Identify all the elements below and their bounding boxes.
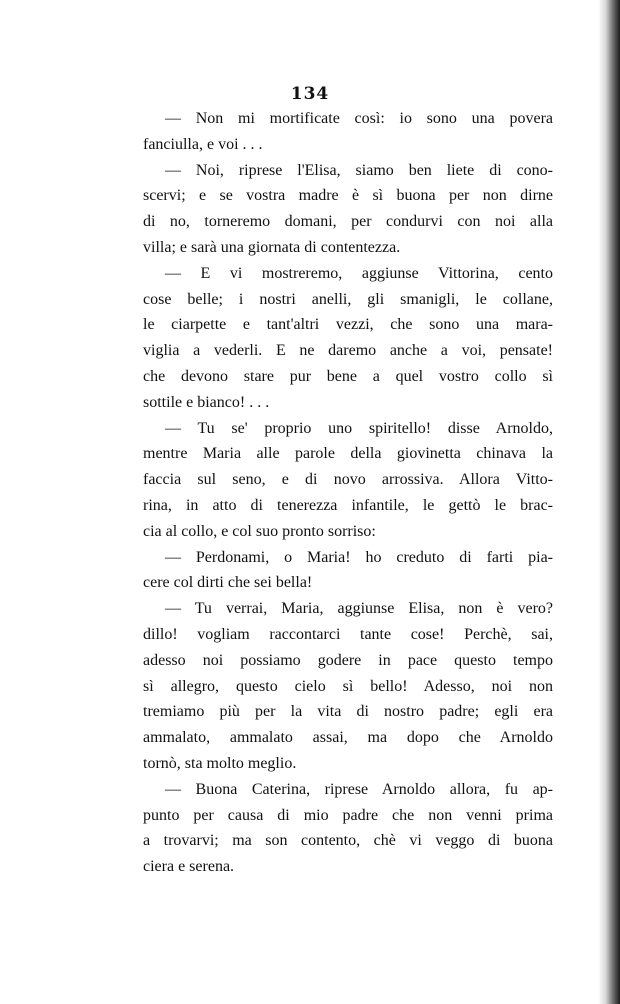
text-line: viglia a vederli. E ne daremo anche a voi, pensate! bbox=[143, 342, 553, 360]
text-line: ammalato, ammalato assai, ma dopo che Arnoldo bbox=[143, 729, 553, 747]
text-line: fanciulla, e voi . . . bbox=[143, 135, 263, 153]
text-line: tornò, sta molto meglio. bbox=[143, 754, 297, 772]
body-text bbox=[143, 106, 553, 880]
text-line: che devono stare pur bene a quel vostro collo sì bbox=[143, 367, 553, 385]
text-line: le ciarpette e tant'altri vezzi, che sono una mara- bbox=[143, 316, 553, 334]
text-line: ciera e serena. bbox=[143, 858, 235, 876]
text-line: — Perdonami, o Maria! ho creduto di farti pia- bbox=[165, 548, 553, 566]
page-number: 134 bbox=[290, 84, 330, 104]
text-line: sì allegro, questo cielo sì bello! Adesso, noi non bbox=[143, 677, 553, 695]
page-edge-shadow bbox=[598, 0, 620, 1004]
text-line: di no, torneremo domani, per condurvi con noi alla bbox=[143, 213, 553, 231]
text-line: cere col dirti che sei bella! bbox=[143, 574, 313, 592]
text-line: — Tu verrai, Maria, aggiunse Elisa, non è vero? bbox=[165, 600, 553, 618]
text-line: cose belle; i nostri anelli, gli smanigli, le collane, bbox=[143, 290, 553, 308]
text-line: punto per causa di mio padre che non venni prima bbox=[143, 806, 553, 824]
text-line: — Noi, riprese l'Elisa, siamo ben liete di cono- bbox=[165, 161, 553, 179]
text-line: — Tu se' proprio uno spiritello! disse Arnoldo, bbox=[165, 419, 553, 437]
text-line: villa; e sarà una giornata di contentezza. bbox=[143, 238, 401, 256]
text-line: adesso noi possiamo godere in pace questo tempo bbox=[143, 651, 553, 669]
text-line: mentre Maria alle parole della giovinetta chinava la bbox=[143, 445, 553, 463]
text-line: — Non mi mortificate così: io sono una povera bbox=[165, 110, 553, 127]
text-line: — E vi mostreremo, aggiunse Vittorina, cento bbox=[165, 264, 553, 282]
text-line: dillo! vogliam raccontarci tante cose! Perchè, sai, bbox=[143, 625, 553, 643]
text-line: cia al collo, e col suo pronto sorriso: bbox=[143, 522, 376, 540]
text-line: tremiamo più per la vita di nostro padre; egli era bbox=[143, 703, 553, 721]
text-line: a trovarvi; ma son contento, chè vi veggo di buona bbox=[143, 832, 553, 850]
text-line: faccia sul seno, e di novo arrossiva. Allora Vitto- bbox=[143, 471, 553, 489]
text-line: rina, in atto di tenerezza infantile, le gettò le brac- bbox=[143, 496, 553, 514]
text-line: scervi; e se vostra madre è sì buona per non dirne bbox=[143, 187, 553, 205]
text-line: sottile e bianco! . . . bbox=[143, 393, 270, 411]
text-line: — Buona Caterina, riprese Arnoldo allora, fu ap- bbox=[165, 780, 553, 798]
